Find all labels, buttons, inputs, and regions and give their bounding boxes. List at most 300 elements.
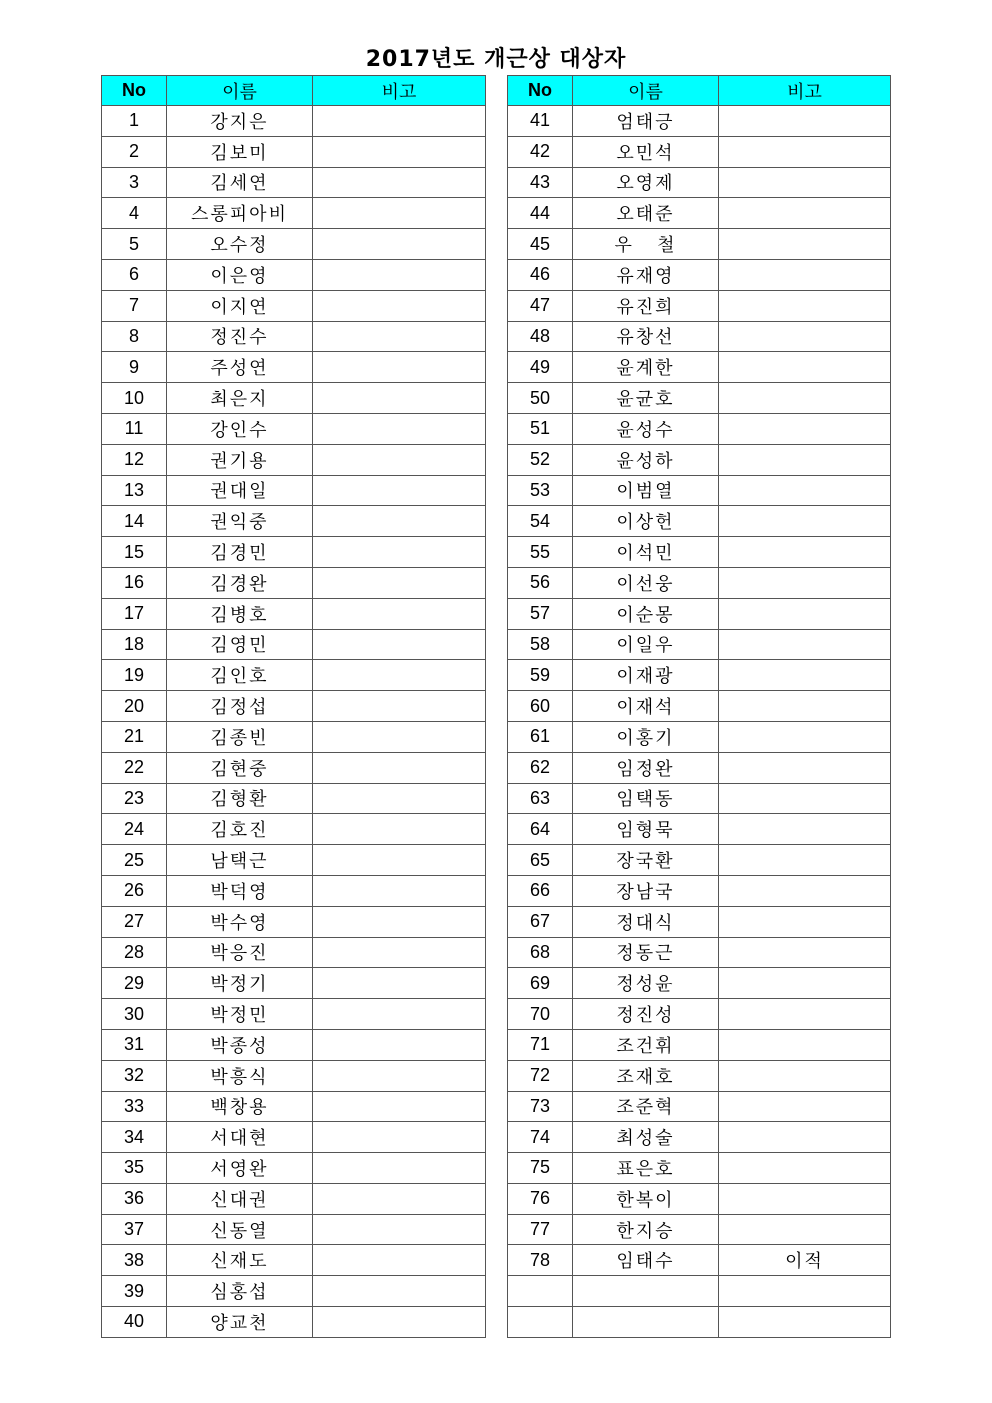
table-row — [508, 537, 891, 568]
row-number: 21 — [102, 721, 167, 752]
attendance-table-right — [507, 75, 891, 1338]
row-number: 30 — [102, 999, 167, 1030]
row-note — [313, 968, 486, 999]
table-row — [508, 383, 891, 414]
row-note — [719, 783, 891, 814]
table-row — [508, 629, 891, 660]
row-number: 8 — [102, 321, 167, 352]
row-name: 박종성 — [167, 1029, 313, 1060]
row-name: 박흥식 — [167, 1060, 313, 1091]
column-header-name: 이름 — [573, 76, 719, 106]
row-number: 41 — [508, 106, 573, 137]
row-number: 34 — [102, 1122, 167, 1153]
table-row — [508, 598, 891, 629]
table-row — [508, 721, 891, 752]
row-note — [313, 537, 486, 568]
row-name: 주성연 — [167, 352, 313, 383]
row-name: 신재도 — [167, 1245, 313, 1276]
table-row — [102, 1091, 486, 1122]
row-name: 김현중 — [167, 752, 313, 783]
row-number: 77 — [508, 1214, 573, 1245]
row-number: 25 — [102, 845, 167, 876]
row-number: 5 — [102, 229, 167, 260]
table-row — [102, 383, 486, 414]
row-name: 한지승 — [573, 1214, 719, 1245]
row-note — [313, 999, 486, 1030]
table-row — [102, 259, 486, 290]
row-note — [719, 968, 891, 999]
row-note — [719, 937, 891, 968]
row-number: 43 — [508, 167, 573, 198]
row-name: 신대권 — [167, 1183, 313, 1214]
row-number: 56 — [508, 567, 573, 598]
row-note — [719, 629, 891, 660]
row-number: 48 — [508, 321, 573, 352]
row-note — [313, 814, 486, 845]
row-name: 박정기 — [167, 968, 313, 999]
row-number: 18 — [102, 629, 167, 660]
row-note: 이적 — [719, 1245, 891, 1276]
row-name: 김세연 — [167, 167, 313, 198]
row-note — [719, 1060, 891, 1091]
row-name: 신동열 — [167, 1214, 313, 1245]
row-name: 강지은 — [167, 106, 313, 137]
table-row — [102, 444, 486, 475]
row-note — [313, 1183, 486, 1214]
row-name: 최은지 — [167, 383, 313, 414]
table-row — [508, 506, 891, 537]
row-number: 40 — [102, 1307, 167, 1338]
table-row — [102, 660, 486, 691]
row-number: 66 — [508, 875, 573, 906]
table-row — [508, 999, 891, 1030]
row-name: 이상헌 — [573, 506, 719, 537]
row-note — [313, 875, 486, 906]
table-row — [508, 660, 891, 691]
row-note — [719, 1153, 891, 1184]
row-note — [313, 106, 486, 137]
table-row — [508, 1276, 891, 1307]
row-note — [313, 1153, 486, 1184]
table-row — [102, 475, 486, 506]
row-note — [719, 290, 891, 321]
row-note — [313, 444, 486, 475]
row-number: 10 — [102, 383, 167, 414]
table-row — [102, 598, 486, 629]
table-row — [102, 937, 486, 968]
row-note — [313, 1307, 486, 1338]
table-row — [102, 814, 486, 845]
table-row — [102, 167, 486, 198]
row-number: 7 — [102, 290, 167, 321]
row-name: 박정민 — [167, 999, 313, 1030]
table-body-right — [508, 106, 891, 1338]
row-note — [313, 1029, 486, 1060]
table-row — [102, 783, 486, 814]
page-title: 2017년도 개근상 대상자 — [365, 47, 627, 72]
row-number — [508, 1307, 573, 1338]
row-number: 67 — [508, 906, 573, 937]
attendance-table-left — [101, 75, 486, 1338]
table-row — [102, 629, 486, 660]
row-name: 박덕영 — [167, 875, 313, 906]
row-note — [719, 999, 891, 1030]
table-row — [102, 1153, 486, 1184]
row-note — [313, 506, 486, 537]
row-number: 46 — [508, 259, 573, 290]
row-note — [719, 136, 891, 167]
row-number: 19 — [102, 660, 167, 691]
row-note — [719, 444, 891, 475]
table-row — [102, 136, 486, 167]
row-number: 70 — [508, 999, 573, 1030]
row-note — [719, 567, 891, 598]
row-note — [719, 537, 891, 568]
row-number: 2 — [102, 136, 167, 167]
table-row — [508, 229, 891, 260]
row-name: 정성윤 — [573, 968, 719, 999]
row-name: 임택동 — [573, 783, 719, 814]
row-note — [719, 383, 891, 414]
row-number: 36 — [102, 1183, 167, 1214]
row-note — [313, 937, 486, 968]
row-note — [719, 475, 891, 506]
row-number: 68 — [508, 937, 573, 968]
row-name: 임정완 — [573, 752, 719, 783]
table-row — [102, 1122, 486, 1153]
row-name: 이은영 — [167, 259, 313, 290]
row-note — [313, 259, 486, 290]
row-name: 권익중 — [167, 506, 313, 537]
row-note — [313, 845, 486, 876]
row-note — [719, 1122, 891, 1153]
row-number: 55 — [508, 537, 573, 568]
row-number: 51 — [508, 413, 573, 444]
row-number: 16 — [102, 567, 167, 598]
row-name: 김인호 — [167, 660, 313, 691]
table-row — [102, 691, 486, 722]
row-name: 장국환 — [573, 845, 719, 876]
row-number: 63 — [508, 783, 573, 814]
row-number: 58 — [508, 629, 573, 660]
row-note — [719, 506, 891, 537]
row-number: 22 — [102, 752, 167, 783]
row-number: 1 — [102, 106, 167, 137]
row-number: 52 — [508, 444, 573, 475]
row-note — [719, 229, 891, 260]
table-row — [102, 506, 486, 537]
table-row — [508, 198, 891, 229]
table-row — [102, 229, 486, 260]
row-note — [313, 752, 486, 783]
row-name: 김형환 — [167, 783, 313, 814]
row-name: 이재석 — [573, 691, 719, 722]
row-note — [719, 1029, 891, 1060]
table-row — [508, 1122, 891, 1153]
table-row — [508, 475, 891, 506]
row-number: 72 — [508, 1060, 573, 1091]
row-name: 윤균호 — [573, 383, 719, 414]
row-name: 유진희 — [573, 290, 719, 321]
row-name: 표은호 — [573, 1153, 719, 1184]
row-name: 서대현 — [167, 1122, 313, 1153]
table-row — [508, 1183, 891, 1214]
table-row — [508, 845, 891, 876]
row-name: 양교천 — [167, 1307, 313, 1338]
table-row — [102, 1276, 486, 1307]
row-note — [313, 721, 486, 752]
table-row — [508, 136, 891, 167]
row-note — [719, 352, 891, 383]
row-number: 31 — [102, 1029, 167, 1060]
row-number: 62 — [508, 752, 573, 783]
table-row — [102, 321, 486, 352]
row-number: 6 — [102, 259, 167, 290]
column-header-no: No — [508, 76, 573, 106]
row-name: 유재영 — [573, 259, 719, 290]
table-row — [102, 845, 486, 876]
row-name: 오민석 — [573, 136, 719, 167]
row-number: 9 — [102, 352, 167, 383]
table-row — [102, 752, 486, 783]
table-row — [508, 968, 891, 999]
row-number: 57 — [508, 598, 573, 629]
row-number: 64 — [508, 814, 573, 845]
table-row — [102, 567, 486, 598]
row-name — [573, 1307, 719, 1338]
row-number: 75 — [508, 1153, 573, 1184]
row-note — [313, 567, 486, 598]
row-note — [313, 1245, 486, 1276]
table-row — [102, 875, 486, 906]
row-number: 14 — [102, 506, 167, 537]
table-row — [102, 198, 486, 229]
column-header-note: 비고 — [719, 76, 891, 106]
row-name: 김경완 — [167, 567, 313, 598]
row-note — [313, 167, 486, 198]
row-name: 서영완 — [167, 1153, 313, 1184]
table-row — [102, 721, 486, 752]
row-name: 우 철 — [573, 229, 719, 260]
row-name: 김정섭 — [167, 691, 313, 722]
table-row — [508, 290, 891, 321]
row-number: 13 — [102, 475, 167, 506]
table-row — [508, 352, 891, 383]
row-name: 조건휘 — [573, 1029, 719, 1060]
row-number: 33 — [102, 1091, 167, 1122]
row-name: 이선웅 — [573, 567, 719, 598]
table-row — [508, 1091, 891, 1122]
table-row — [508, 752, 891, 783]
row-note — [719, 752, 891, 783]
row-number: 39 — [102, 1276, 167, 1307]
row-number: 28 — [102, 937, 167, 968]
row-note — [719, 1276, 891, 1307]
row-name: 엄태긍 — [573, 106, 719, 137]
table-row — [102, 413, 486, 444]
row-name: 윤성하 — [573, 444, 719, 475]
row-number: 59 — [508, 660, 573, 691]
table-row — [508, 567, 891, 598]
row-name: 김보미 — [167, 136, 313, 167]
table-row — [508, 413, 891, 444]
row-name: 임태수 — [573, 1245, 719, 1276]
table-row — [102, 1060, 486, 1091]
row-number: 47 — [508, 290, 573, 321]
row-note — [313, 598, 486, 629]
row-note — [313, 321, 486, 352]
table-header-row — [508, 76, 891, 106]
table-row — [102, 1214, 486, 1245]
row-note — [313, 783, 486, 814]
row-note — [719, 1091, 891, 1122]
table-row — [102, 1029, 486, 1060]
table-row — [508, 106, 891, 137]
table-row — [508, 1307, 891, 1338]
row-name: 백창용 — [167, 1091, 313, 1122]
row-number: 69 — [508, 968, 573, 999]
row-name: 조준혁 — [573, 1091, 719, 1122]
row-number: 11 — [102, 413, 167, 444]
row-note — [719, 413, 891, 444]
table-row — [102, 968, 486, 999]
row-note — [719, 1214, 891, 1245]
row-number: 65 — [508, 845, 573, 876]
row-note — [313, 475, 486, 506]
row-note — [719, 321, 891, 352]
row-number: 60 — [508, 691, 573, 722]
table-body-left — [102, 106, 486, 1338]
row-number: 42 — [508, 136, 573, 167]
table-row — [508, 1029, 891, 1060]
row-name: 스롱피아비 — [167, 198, 313, 229]
row-number: 71 — [508, 1029, 573, 1060]
row-number: 54 — [508, 506, 573, 537]
row-note — [313, 352, 486, 383]
row-name: 박수영 — [167, 906, 313, 937]
table-row — [508, 1060, 891, 1091]
column-header-no: No — [102, 76, 167, 106]
row-number: 3 — [102, 167, 167, 198]
row-name: 김경민 — [167, 537, 313, 568]
table-row — [102, 906, 486, 937]
row-number: 50 — [508, 383, 573, 414]
row-name: 한복이 — [573, 1183, 719, 1214]
row-name: 심홍섭 — [167, 1276, 313, 1307]
row-name: 최성술 — [573, 1122, 719, 1153]
row-number: 27 — [102, 906, 167, 937]
row-number: 76 — [508, 1183, 573, 1214]
row-note — [719, 875, 891, 906]
row-name: 이재광 — [573, 660, 719, 691]
table-row — [102, 537, 486, 568]
table-row — [508, 783, 891, 814]
row-note — [313, 229, 486, 260]
row-name: 정동근 — [573, 937, 719, 968]
row-name: 정진수 — [167, 321, 313, 352]
table-header-row — [102, 76, 486, 106]
row-note — [313, 660, 486, 691]
row-name: 권기용 — [167, 444, 313, 475]
row-number: 45 — [508, 229, 573, 260]
row-name: 김병호 — [167, 598, 313, 629]
row-number: 73 — [508, 1091, 573, 1122]
table-row — [508, 259, 891, 290]
row-name: 이지연 — [167, 290, 313, 321]
row-number: 44 — [508, 198, 573, 229]
row-number: 38 — [102, 1245, 167, 1276]
row-number: 32 — [102, 1060, 167, 1091]
row-name: 김종빈 — [167, 721, 313, 752]
row-note — [719, 906, 891, 937]
row-name: 정진성 — [573, 999, 719, 1030]
row-name — [573, 1276, 719, 1307]
table-row — [508, 1153, 891, 1184]
row-name: 유창선 — [573, 321, 719, 352]
row-number: 4 — [102, 198, 167, 229]
row-number: 49 — [508, 352, 573, 383]
row-note — [313, 1276, 486, 1307]
row-note — [313, 691, 486, 722]
row-note — [313, 290, 486, 321]
row-note — [313, 629, 486, 660]
row-name: 임형묵 — [573, 814, 719, 845]
table-row — [102, 1307, 486, 1338]
row-name: 장남국 — [573, 875, 719, 906]
table-row — [508, 444, 891, 475]
row-name: 남택근 — [167, 845, 313, 876]
row-note — [313, 906, 486, 937]
row-number: 17 — [102, 598, 167, 629]
row-note — [719, 721, 891, 752]
table-row — [508, 875, 891, 906]
table-row — [102, 290, 486, 321]
table-row — [508, 937, 891, 968]
row-name: 박응진 — [167, 937, 313, 968]
row-number — [508, 1276, 573, 1307]
row-number: 37 — [102, 1214, 167, 1245]
row-note — [719, 1183, 891, 1214]
table-row — [508, 167, 891, 198]
row-note — [313, 383, 486, 414]
row-note — [719, 167, 891, 198]
row-note — [313, 136, 486, 167]
row-note — [719, 1307, 891, 1338]
row-name: 강인수 — [167, 413, 313, 444]
row-note — [719, 259, 891, 290]
row-number: 35 — [102, 1153, 167, 1184]
row-note — [719, 598, 891, 629]
row-note — [313, 1060, 486, 1091]
table-row — [508, 1245, 891, 1276]
row-note — [313, 1122, 486, 1153]
row-note — [719, 660, 891, 691]
row-name: 윤성수 — [573, 413, 719, 444]
row-note — [313, 1214, 486, 1245]
row-note — [719, 845, 891, 876]
table-row — [508, 321, 891, 352]
row-note — [719, 814, 891, 845]
row-number: 20 — [102, 691, 167, 722]
table-row — [508, 814, 891, 845]
row-name: 이일우 — [573, 629, 719, 660]
row-number: 15 — [102, 537, 167, 568]
row-name: 오영제 — [573, 167, 719, 198]
row-name: 오수정 — [167, 229, 313, 260]
column-header-name: 이름 — [167, 76, 313, 106]
column-header-note: 비고 — [313, 76, 486, 106]
table-row — [102, 352, 486, 383]
